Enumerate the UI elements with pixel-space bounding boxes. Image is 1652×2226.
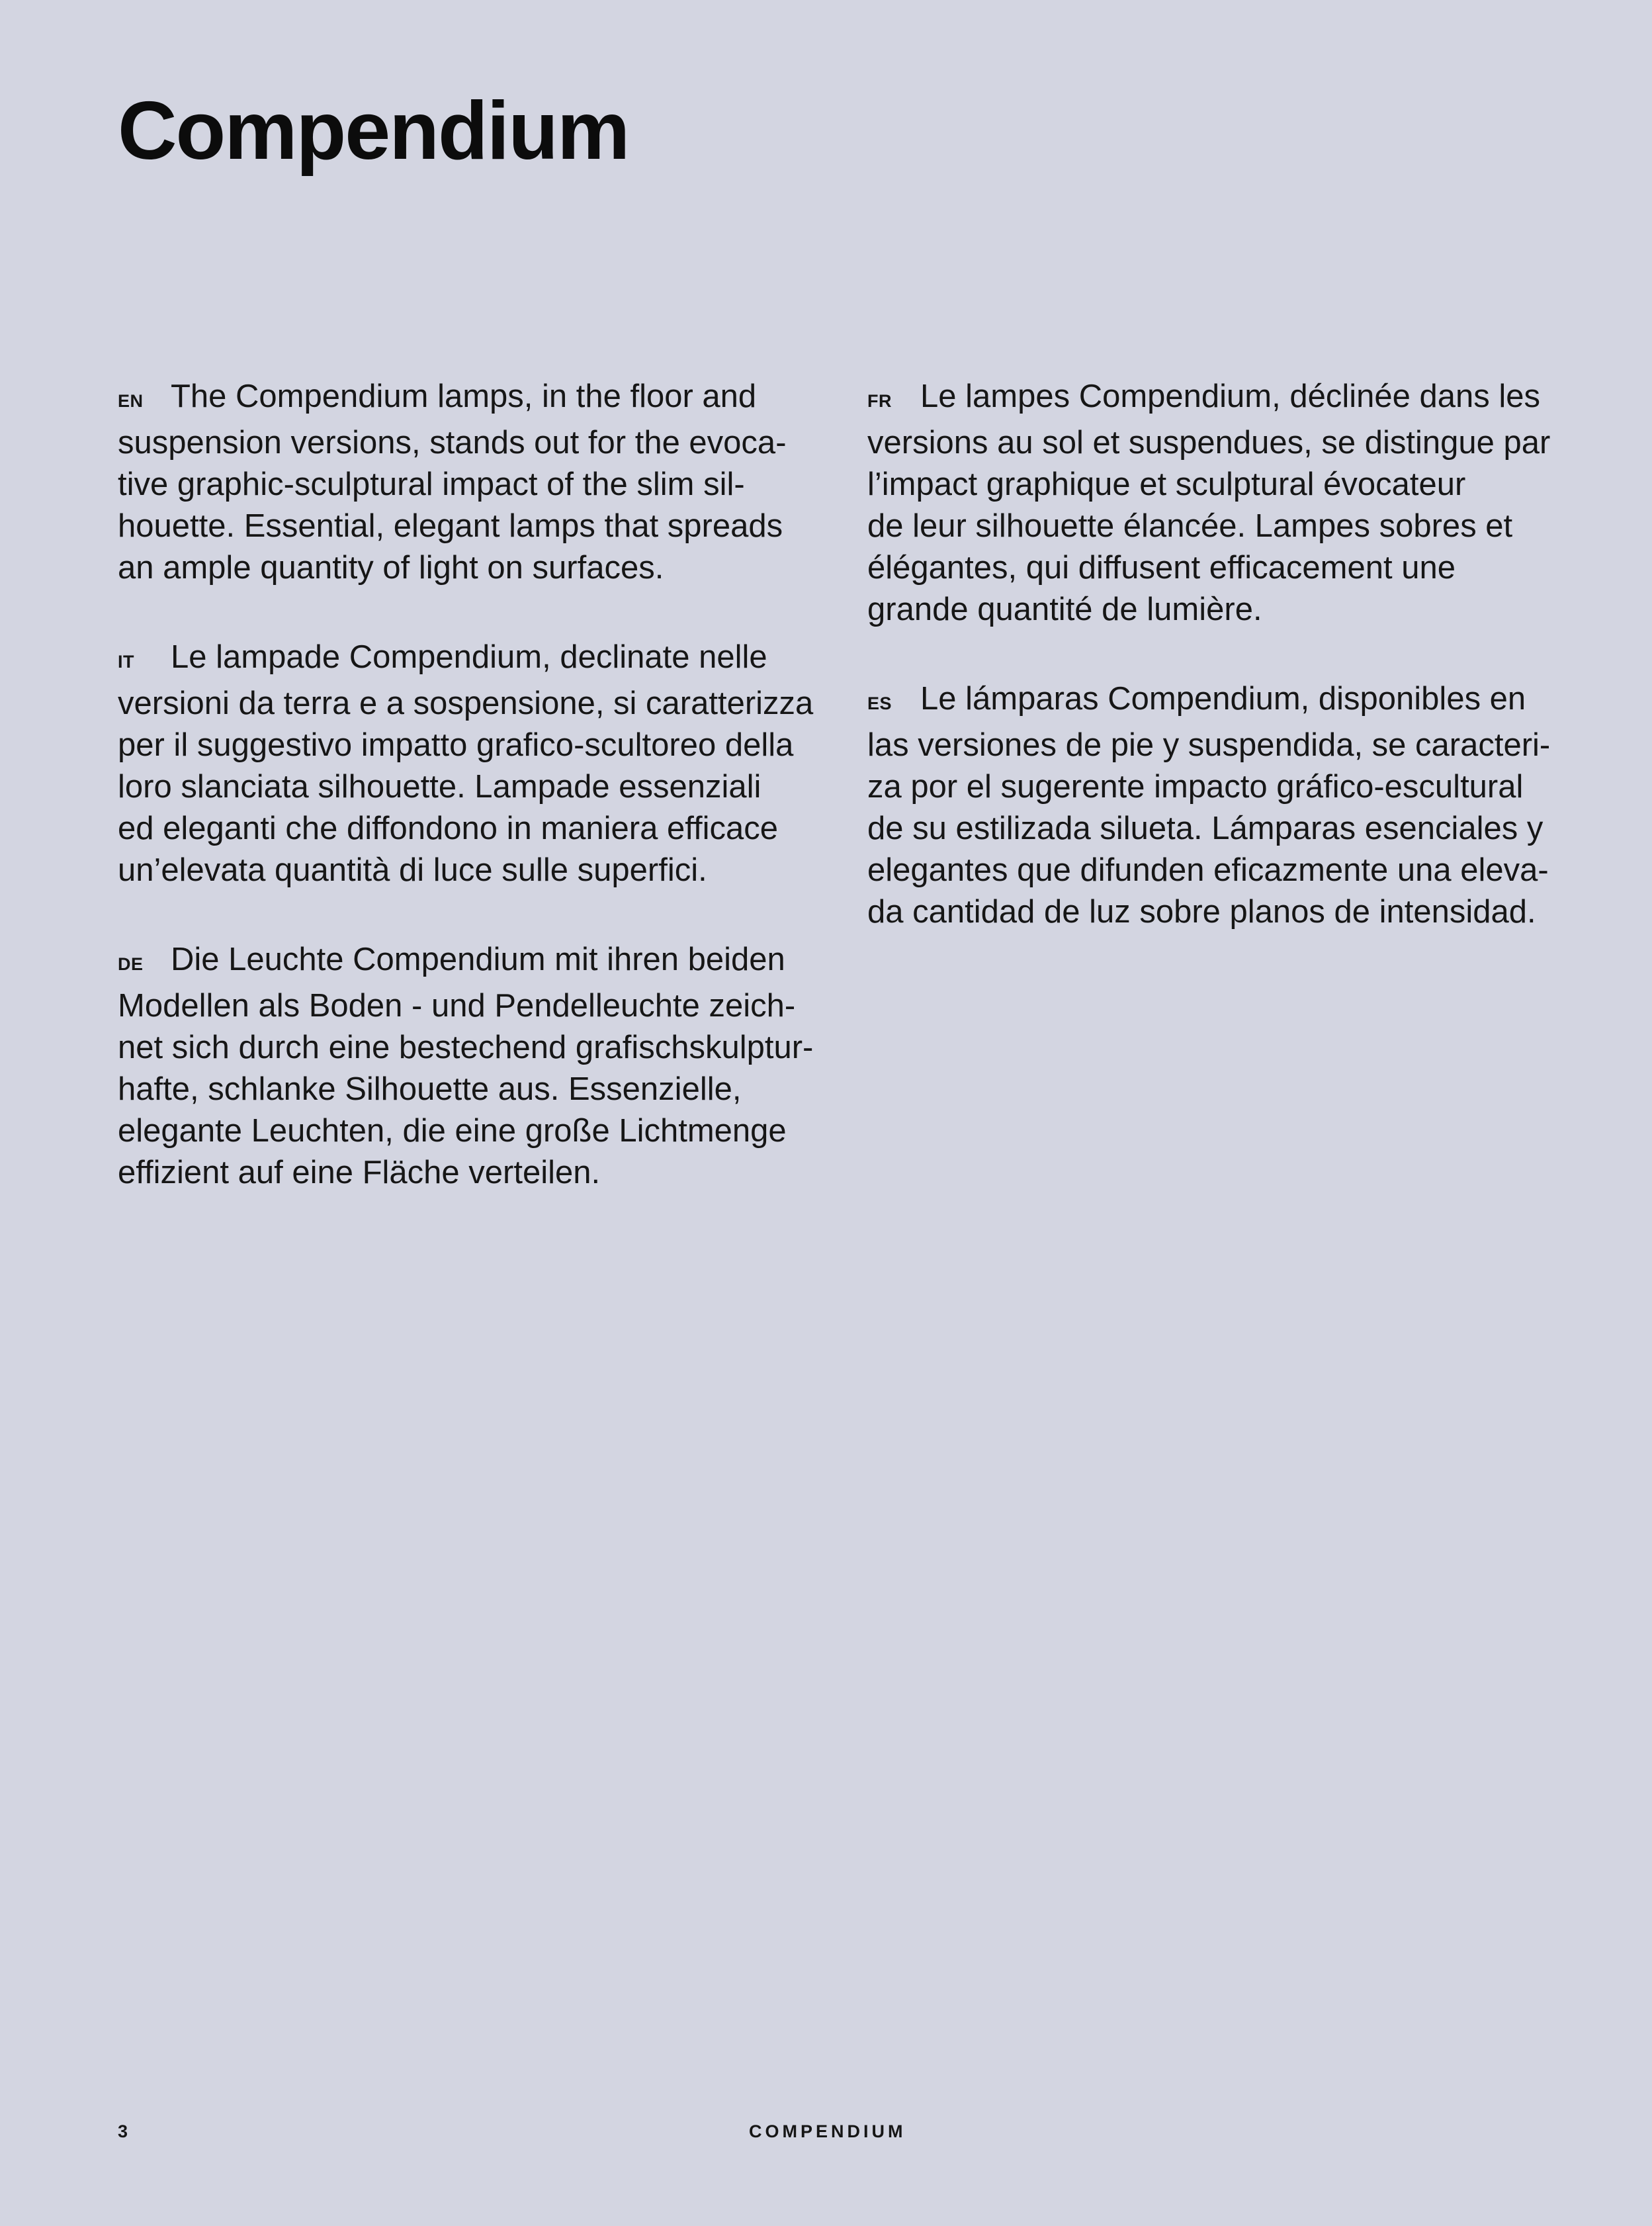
paragraph-it-text: Le lampade Compendium, declinate nelle versioni da terra e a sospensione, si caratterizza per il suggestivo impatto grafico-scultoreo della loro slanciata silhouette. Lampade essenziali ed eleganti che diffondono in maniera efficace un’elevata quantità di luce sulle superfici. (118, 639, 814, 888)
paragraph-de (118, 939, 826, 1194)
language-code-fr: FR (867, 391, 892, 411)
language-code-en: EN (118, 391, 144, 411)
language-code-es: ES (867, 693, 892, 713)
paragraph-en (118, 376, 826, 589)
right-column (867, 376, 1575, 981)
paragraph-it (118, 637, 826, 891)
language-code-de: DE (118, 954, 144, 974)
paragraph-fr (867, 376, 1575, 631)
paragraph-fr-text: Le lampes Compendium, déclinée dans les versions au sol et suspendues, se distingue par l’impact graphique et sculptural évocateur de leur silhouette élancée. Lampes sobres et élégantes, qui diffusent efficacement une grande quantité de lumière. (867, 378, 1551, 627)
left-column (118, 376, 826, 1241)
paragraph-de-text: Die Leuchte Compendium mit ihren beiden Modellen als Boden - und Pendelleuchte zeich- net sich durch eine bestechend grafischskulptur- hafte, schlanke Silhouette aus. Essenzielle, elegante Leuchten, die eine große Lichtmenge effizient auf eine Fläche verteilen. (118, 942, 814, 1190)
page-title: Compendium (118, 85, 629, 177)
page-number: 3 (118, 2121, 128, 2141)
language-code-it: IT (118, 652, 134, 672)
running-title: COMPENDIUM (749, 2121, 906, 2141)
paragraph-en-text: The Compendium lamps, in the floor and suspension versions, stands out for the evoca- tive graphic-sculptural impact of the slim sil- houette. Essential, elegant lamps that spreads an ample quantity of light on surfaces. (118, 378, 787, 586)
paragraph-es (867, 678, 1575, 933)
paragraph-es-text: Le lámparas Compendium, disponibles en las versiones de pie y suspendida, se caracteri- za por el sugerente impacto gráfico-escultural de su estilizada silueta. Lámparas esenciales y elegantes que difunden eficazmente una eleva- da cantidad de luz sobre planos de intensidad. (867, 681, 1551, 930)
